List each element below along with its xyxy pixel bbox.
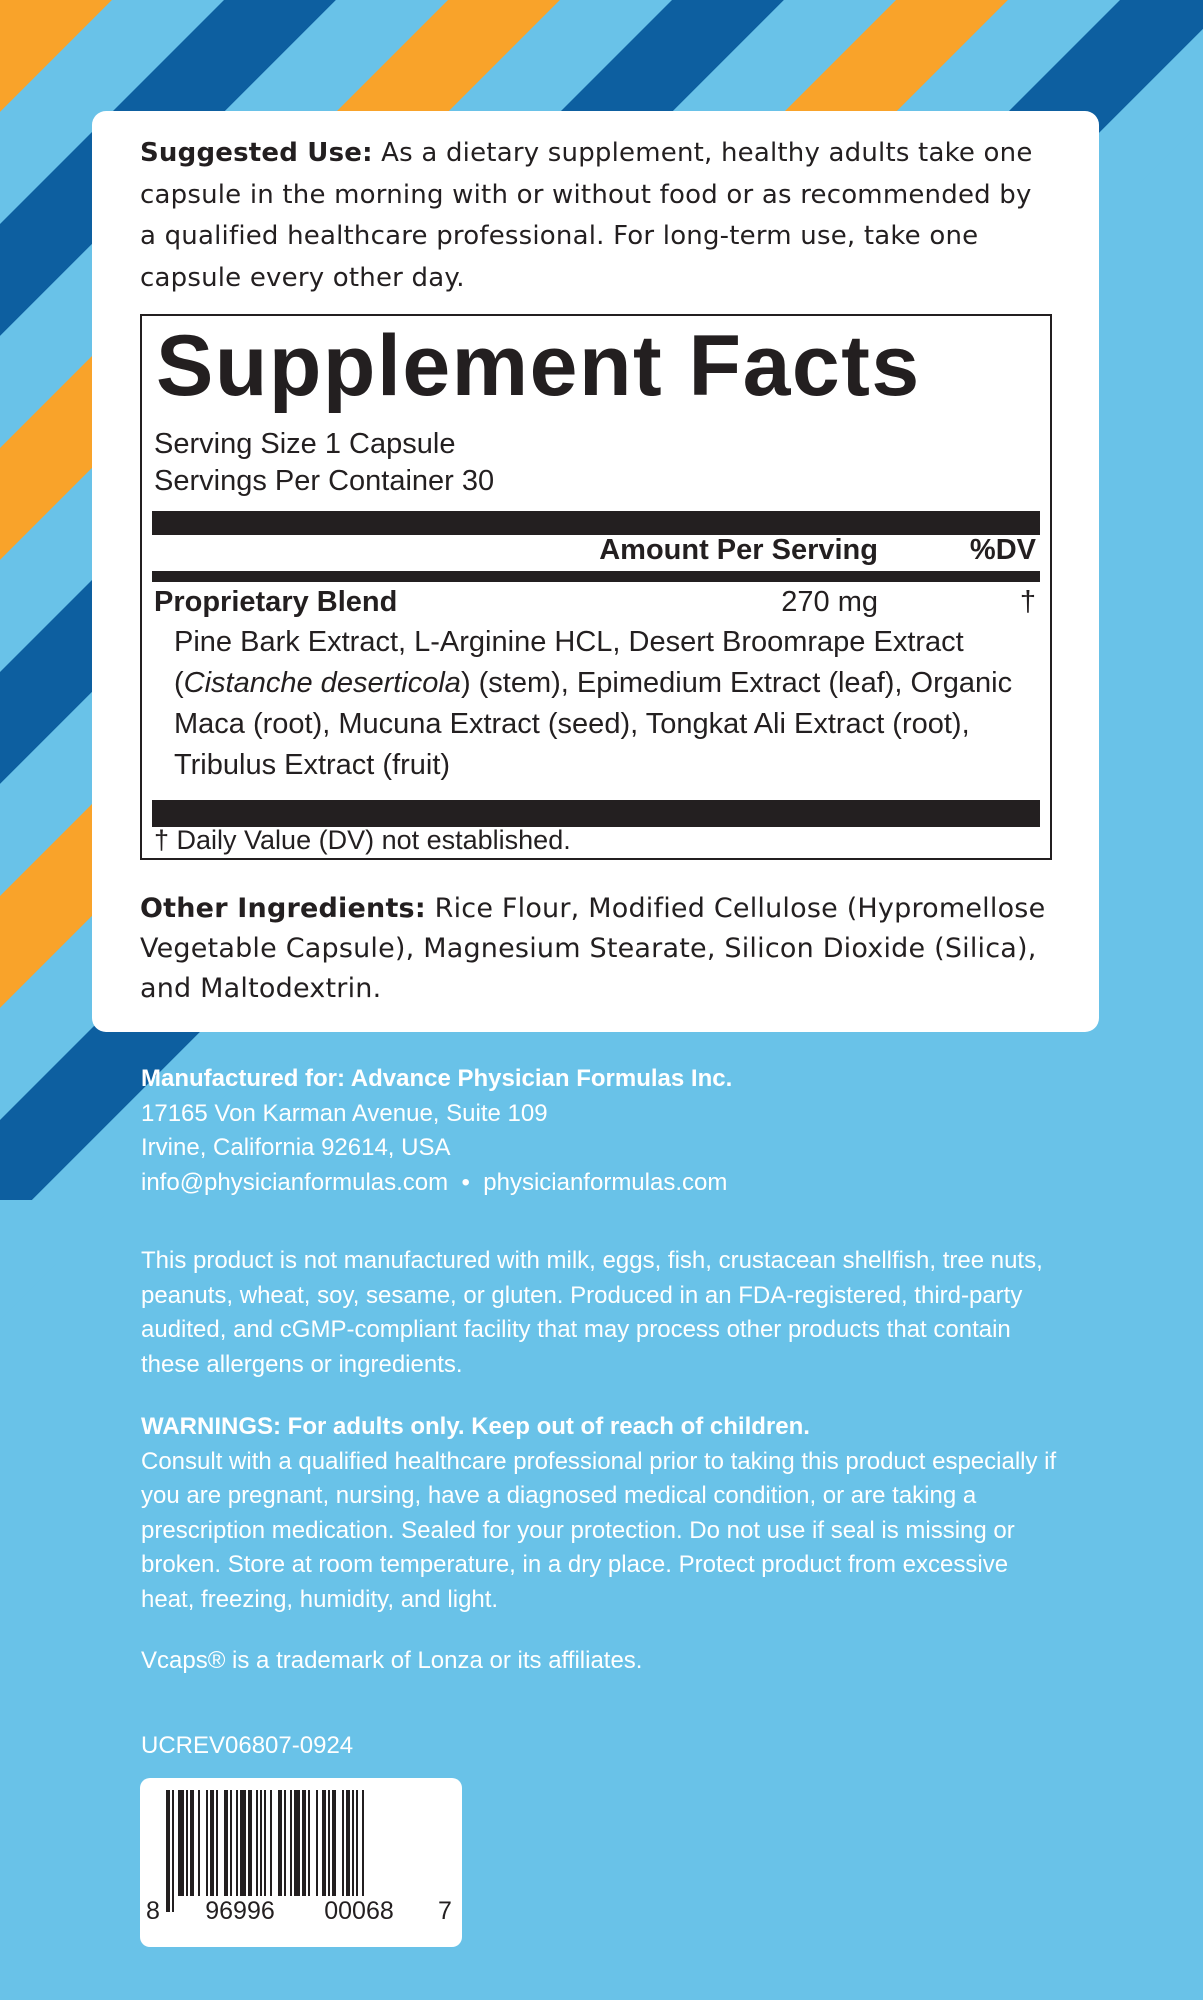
warnings-body: Consult with a qualified healthcare professional prior to taking this product especially if you are pregnant, nursing, have a diagnosed medical condition, or are taking a prescription medication. Sealed for your protection. Do not use if seal is missing or broken. Store at room temperature, in a dry place. Protect product from excessive heat, freezing, humidity, and light. xyxy=(141,1447,1057,1613)
bullet-separator: • xyxy=(461,1168,470,1196)
barcode-group-right: 00068 xyxy=(311,1896,407,1926)
barcode-bar xyxy=(198,1790,200,1896)
divider-mid xyxy=(152,571,1040,582)
dv-footnote: † Daily Value (DV) not established. xyxy=(154,825,571,855)
manufacturer-address-line1: 17165 Von Karman Avenue, Suite 109 xyxy=(141,1099,548,1127)
barcode-bar xyxy=(230,1790,232,1896)
barcode-bar xyxy=(240,1790,246,1896)
blend-desc-part2: ) (stem), Epimedium Extract (leaf), Organic Maca (root), Mucuna Extract (seed), Tongkat Ali Extract (root), Tribulus Extract (fruit) xyxy=(174,667,1013,781)
barcode-bar xyxy=(248,1790,252,1896)
manufacturer-email: info@physicianformulas.com xyxy=(141,1168,449,1196)
upc-barcode xyxy=(140,1778,462,1947)
barcode-bar xyxy=(166,1790,170,1912)
barcode-bar xyxy=(210,1790,214,1896)
manufacturer-address-line2: Irvine, California 92614, USA xyxy=(141,1134,451,1161)
servings-per-container: Servings Per Container 30 xyxy=(154,465,495,497)
dv-header: %DV xyxy=(969,534,1036,566)
other-ingredients-body: Rice Flour, Modified Cellulose (Hypromellose Vegetable Capsule), Magnesium Stearate, Silicon Dioxide (Silica), and Maltodextrin. xyxy=(140,893,1046,1004)
manufacturer-label: Manufactured for: Advance Physician Formulas Inc. xyxy=(141,1065,733,1092)
proprietary-blend-amount: 270 mg xyxy=(781,586,878,618)
barcode-bar xyxy=(190,1790,194,1896)
barcode-bar xyxy=(322,1790,326,1896)
barcode-digit-last: 7 xyxy=(438,1897,452,1925)
supplement-facts-box xyxy=(140,314,1052,860)
barcode-bars xyxy=(140,1778,462,1947)
barcode-bar xyxy=(308,1790,310,1896)
suggested-use-body: As a dietary supplement, healthy adults take one capsule in the morning with or without food or as recommended by a qualified healthcare professional. For long-term use, take one capsule every other day. xyxy=(140,138,1033,293)
barcode-group-left: 96996 xyxy=(192,1896,288,1926)
info-panel xyxy=(92,111,1099,1032)
proprietary-blend-dv: † xyxy=(1019,586,1036,618)
barcode-bar xyxy=(186,1790,188,1896)
barcode-bar xyxy=(346,1790,350,1896)
manufacturer-website: physicianformulas.com xyxy=(483,1168,728,1196)
proprietary-blend-name: Proprietary Blend xyxy=(154,586,398,618)
barcode-bar xyxy=(224,1790,228,1896)
warnings-section xyxy=(141,1410,1061,1617)
barcode-bar xyxy=(236,1790,238,1896)
barcode-bar xyxy=(342,1790,344,1896)
barcode-bar xyxy=(278,1790,282,1896)
barcode-bar xyxy=(216,1790,218,1896)
barcode-bar xyxy=(352,1790,354,1896)
serving-size: Serving Size 1 Capsule xyxy=(154,428,456,460)
trademark-notice: Vcaps® is a trademark of Lonza or its affiliates. xyxy=(141,1647,643,1674)
barcode-bar xyxy=(270,1790,272,1896)
suggested-use-label: Suggested Use: xyxy=(140,138,373,168)
blend-desc-part1: Pine Bark Extract, L-Arginine HCL, Desert Broomrape Extract ( xyxy=(174,626,964,699)
barcode-bar xyxy=(206,1790,208,1896)
barcode-bar xyxy=(302,1790,306,1896)
manufacturer-info xyxy=(141,1062,1101,1200)
barcode-bar xyxy=(328,1790,330,1896)
barcode-bar xyxy=(332,1790,336,1896)
suggested-use-text xyxy=(140,133,1040,299)
amount-per-serving-header: Amount Per Serving xyxy=(599,534,878,566)
barcode-bar xyxy=(256,1790,258,1896)
blend-desc-latin-name: Cistanche deserticola xyxy=(183,667,461,699)
warnings-heading: WARNINGS: For adults only. Keep out of reach of children. xyxy=(141,1413,810,1440)
barcode-bar xyxy=(178,1790,184,1896)
barcode-bar xyxy=(356,1790,358,1912)
supplement-facts-title: Supplement Facts xyxy=(156,318,921,414)
proprietary-blend-ingredients xyxy=(174,622,1034,786)
barcode-bar xyxy=(264,1790,266,1912)
barcode-bar xyxy=(316,1790,318,1896)
barcode-bar xyxy=(362,1790,364,1912)
barcode-bar xyxy=(284,1790,286,1896)
barcode-bar xyxy=(290,1790,292,1896)
allergen-statement: This product is not manufactured with milk, eggs, fish, crustacean shellfish, tree nuts, peanuts, wheat, soy, sesame, or gluten. Produced in an FDA-registered, third-party audited, and cGMP-compliant facility that may process other products that contain these allergens or ingredients. xyxy=(141,1247,1043,1378)
barcode-bar xyxy=(172,1790,174,1912)
barcode-digit-first: 8 xyxy=(146,1897,160,1925)
other-ingredients-text xyxy=(140,889,1070,1009)
revision-code: UCREV06807-0924 xyxy=(141,1732,354,1759)
barcode-bar xyxy=(260,1790,262,1896)
other-ingredients-label: Other Ingredients: xyxy=(140,893,426,924)
barcode-bar xyxy=(294,1790,300,1896)
